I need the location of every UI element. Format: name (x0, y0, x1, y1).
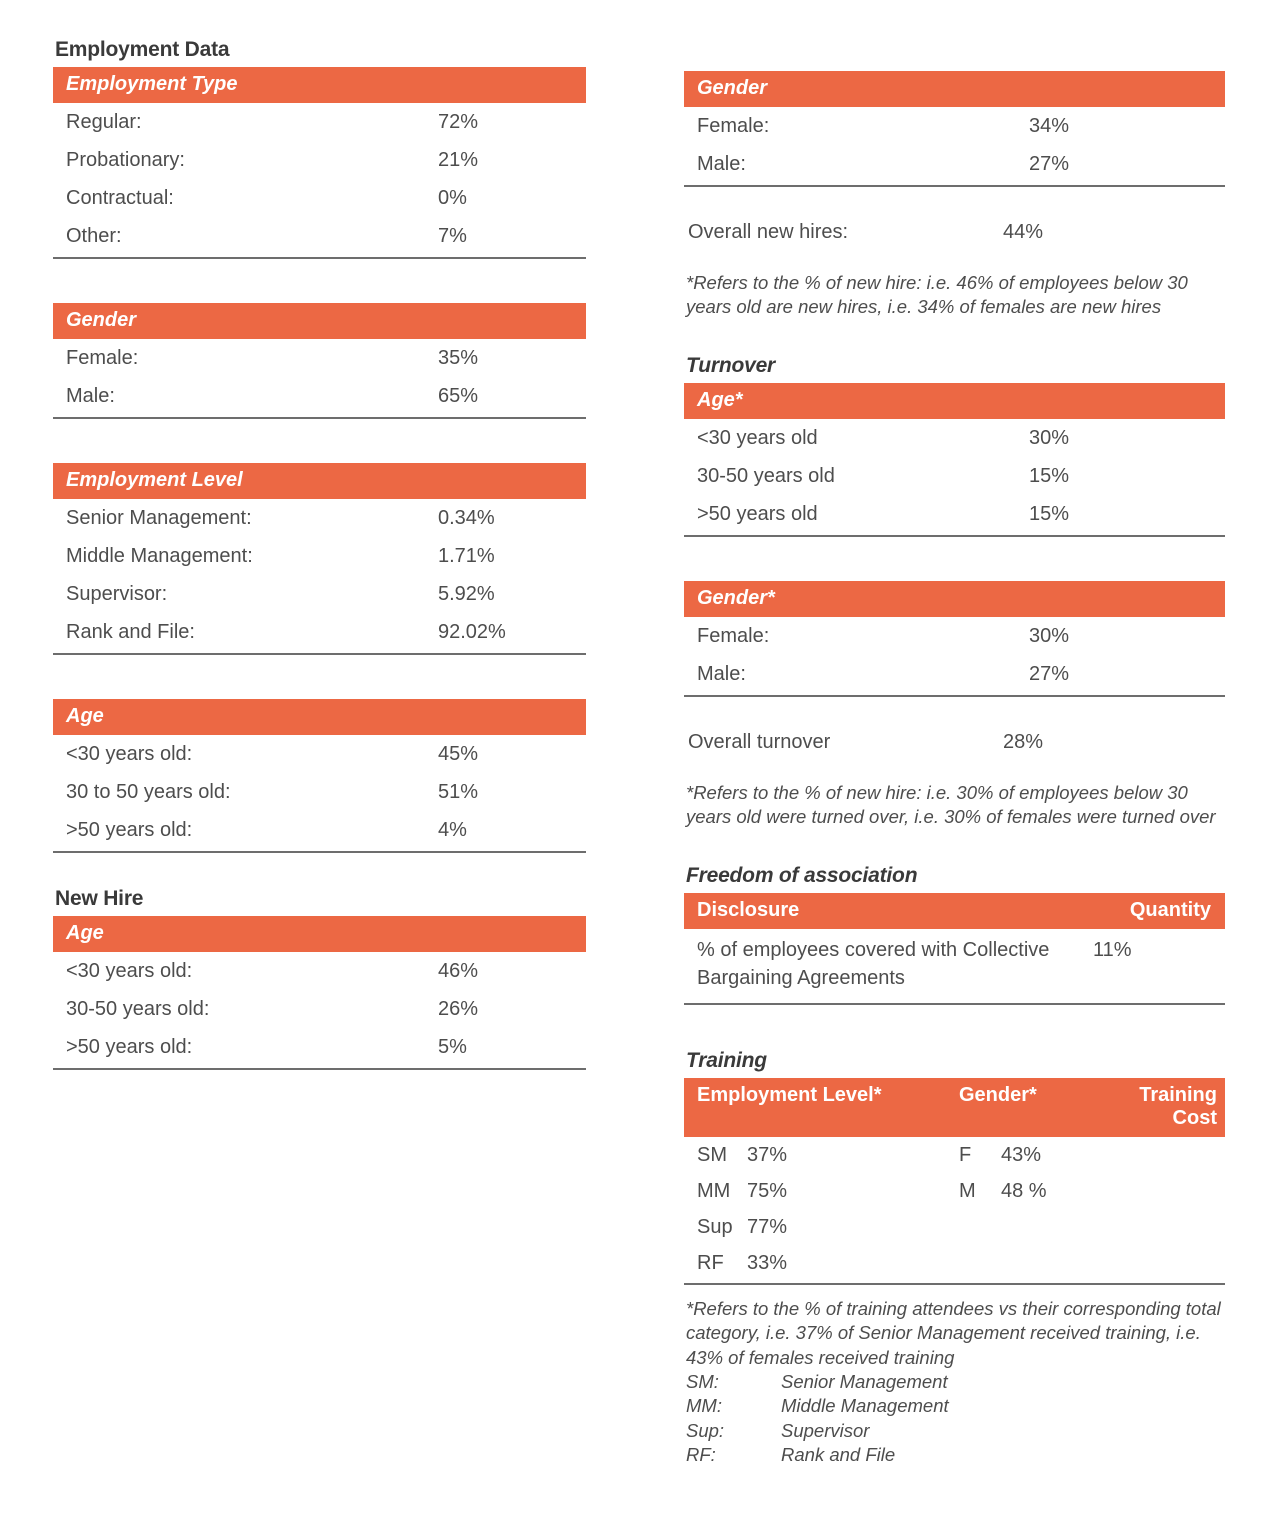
row-value: 34% (1028, 115, 1069, 137)
table-row (684, 1209, 1225, 1245)
training-footnote: *Refers to the % of training attendees vs their corresponding total category, i.e. 37% of Senior Management received training, i.e. 43% of females received training (686, 1297, 1221, 1368)
overall-new-hires-label: Overall new hires: (688, 221, 849, 243)
row-label: Probationary: (66, 149, 185, 172)
level-value: 77% (747, 1215, 788, 1238)
row-value: 5% (438, 1036, 467, 1059)
row-label: >50 years old (697, 502, 818, 525)
row-value: 35% (438, 347, 479, 370)
row-label: Female: (66, 347, 139, 370)
overall-new-hires-row (684, 213, 1225, 251)
row-value: 30% (1028, 426, 1069, 449)
row-value: 92.02% (438, 621, 506, 644)
freedom-of-association-heading: Freedom of association (686, 863, 918, 887)
gender-value: 43% (1001, 1143, 1042, 1166)
new-hire-gender-table (684, 71, 1225, 187)
table-row (53, 811, 586, 849)
disclosure-table-header (684, 893, 1225, 929)
row-label: 30-50 years old (697, 464, 835, 487)
row-value: 21% (438, 149, 479, 172)
table-row (684, 419, 1225, 457)
row-value: 1.71% (438, 545, 495, 568)
new-hire-gender-header: Gender (684, 71, 1225, 107)
table-row (684, 457, 1225, 495)
table-row (684, 655, 1225, 693)
row-value: 5.92% (438, 583, 495, 606)
row-value: 72% (438, 111, 479, 134)
legend-key: Sup: (686, 1419, 725, 1441)
gender-abbr: M (959, 1179, 976, 1202)
table-row (684, 145, 1225, 183)
employment-level-column-header: Employment Level* (697, 1083, 882, 1106)
legend-text: Supervisor (781, 1419, 870, 1441)
table-row (684, 1245, 1225, 1281)
new-hire-age-table (53, 916, 586, 1070)
legend-key: MM: (686, 1395, 722, 1417)
row-label: Supervisor: (66, 583, 168, 606)
row-label: Regular: (66, 111, 142, 134)
row-label: 30-50 years old: (66, 998, 210, 1021)
age-header: Age (53, 699, 586, 735)
row-label: Contractual: (66, 187, 174, 210)
right-column (684, 71, 1225, 1468)
turnover-age-header: Age* (684, 383, 1225, 419)
row-label: Middle Management: (66, 545, 253, 568)
training-table (684, 1078, 1225, 1285)
disclosure-column-header: Disclosure (697, 898, 800, 921)
row-label: Other: (66, 225, 122, 248)
overall-turnover-label: Overall turnover (688, 730, 831, 753)
legend-text: Rank and File (781, 1444, 896, 1466)
row-label: Female: (697, 624, 770, 647)
new-hire-footnote: *Refers to the % of new hire: i.e. 46% of employees below 30 years old are new hires, i.e. 34% of females are new hires (686, 272, 1188, 318)
row-label: Male: (697, 153, 746, 175)
gender-table (53, 303, 586, 419)
left-column (53, 38, 586, 1070)
legend-item (686, 1370, 1225, 1394)
legend-item (686, 1419, 1225, 1443)
table-row (53, 575, 586, 613)
row-value: 45% (438, 743, 479, 766)
legend-item (686, 1443, 1225, 1467)
table-row (53, 339, 586, 377)
level-abbr: SM (697, 1143, 727, 1166)
turnover-age-table (684, 383, 1225, 537)
row-value: 46% (438, 960, 479, 983)
table-row (53, 537, 586, 575)
row-label: <30 years old: (66, 960, 193, 983)
table-row (684, 1173, 1225, 1209)
table-row (684, 107, 1225, 145)
level-abbr: MM (697, 1179, 731, 1202)
table-row (53, 773, 586, 811)
training-table-header (684, 1078, 1225, 1137)
table-row (53, 377, 586, 415)
table-row (53, 1028, 586, 1066)
row-value: 51% (438, 781, 479, 804)
table-row (53, 499, 586, 537)
turnover-gender-table (684, 581, 1225, 697)
employment-level-header: Employment Level (53, 463, 586, 499)
table-row (53, 952, 586, 990)
level-abbr: RF (697, 1251, 724, 1274)
level-value: 33% (747, 1251, 788, 1274)
employment-type-table (53, 67, 586, 259)
turnover-heading: Turnover (686, 353, 776, 377)
gender-column-header: Gender* (959, 1083, 1037, 1106)
row-label: Rank and File: (66, 621, 195, 644)
disclosure-label: % of employees covered with Collective Bargaining Agreements (697, 938, 1050, 990)
new-hire-age-header: Age (53, 916, 586, 952)
row-label: >50 years old: (66, 1036, 193, 1059)
table-row (53, 735, 586, 773)
age-table (53, 699, 586, 853)
row-value: 15% (1028, 502, 1069, 525)
row-label: Male: (697, 662, 746, 685)
row-label: 30 to 50 years old: (66, 781, 231, 804)
table-row (684, 1137, 1225, 1173)
row-value: 0% (438, 187, 467, 210)
overall-turnover-value: 28% (1003, 730, 1044, 753)
legend-text: Senior Management (781, 1370, 948, 1392)
overall-turnover-row (684, 723, 1225, 761)
employment-type-header: Employment Type (53, 67, 586, 103)
row-label: Male: (66, 385, 115, 408)
table-row (53, 103, 586, 141)
turnover-gender-header: Gender* (684, 581, 1225, 617)
overall-new-hires-value: 44% (1003, 221, 1044, 243)
training-cost-column-header: Training Cost (1139, 1083, 1217, 1129)
training-heading: Training (686, 1048, 767, 1072)
gender-header: Gender (53, 303, 586, 339)
row-value: 30% (1028, 624, 1069, 647)
table-row (53, 217, 586, 255)
disclosure-value: 11% (1093, 938, 1132, 961)
employment-level-table (53, 463, 586, 655)
row-value: 26% (438, 998, 479, 1021)
row-label: >50 years old: (66, 819, 193, 842)
gender-abbr: F (959, 1143, 972, 1166)
row-value: 65% (438, 385, 479, 408)
table-row (53, 141, 586, 179)
training-legend (684, 1370, 1225, 1468)
table-row (53, 179, 586, 217)
table-row (684, 929, 1225, 1001)
table-row (684, 495, 1225, 533)
level-value: 75% (747, 1179, 788, 1202)
row-label: Female: (697, 115, 770, 137)
turnover-footnote: *Refers to the % of new hire: i.e. 30% of employees below 30 years old were turned over, i.e. 30% of females were turned over (686, 781, 1216, 828)
legend-item (686, 1394, 1225, 1418)
quantity-column-header: Quantity (1129, 898, 1211, 921)
table-bottom-rule (53, 1068, 586, 1070)
legend-key: SM: (686, 1370, 719, 1392)
level-value: 37% (747, 1143, 788, 1166)
freedom-of-association-table (684, 893, 1225, 1005)
row-label: <30 years old: (66, 743, 193, 766)
row-value: 15% (1028, 464, 1069, 487)
row-value: 27% (1028, 153, 1069, 175)
table-row (53, 990, 586, 1028)
table-row (53, 613, 586, 651)
row-value: 27% (1028, 662, 1069, 685)
row-label: Senior Management: (66, 507, 252, 530)
row-value: 4% (438, 819, 467, 842)
table-row (684, 617, 1225, 655)
row-value: 0.34% (438, 507, 495, 530)
legend-text: Middle Management (781, 1395, 949, 1417)
row-value: 7% (438, 225, 467, 248)
new-hire-heading: New Hire (55, 887, 144, 911)
gender-value: 48 % (1001, 1179, 1047, 1202)
level-abbr: Sup (697, 1215, 733, 1238)
legend-key: RF: (686, 1444, 716, 1466)
page-title: Employment Data (55, 38, 230, 61)
row-label: <30 years old (697, 426, 818, 449)
